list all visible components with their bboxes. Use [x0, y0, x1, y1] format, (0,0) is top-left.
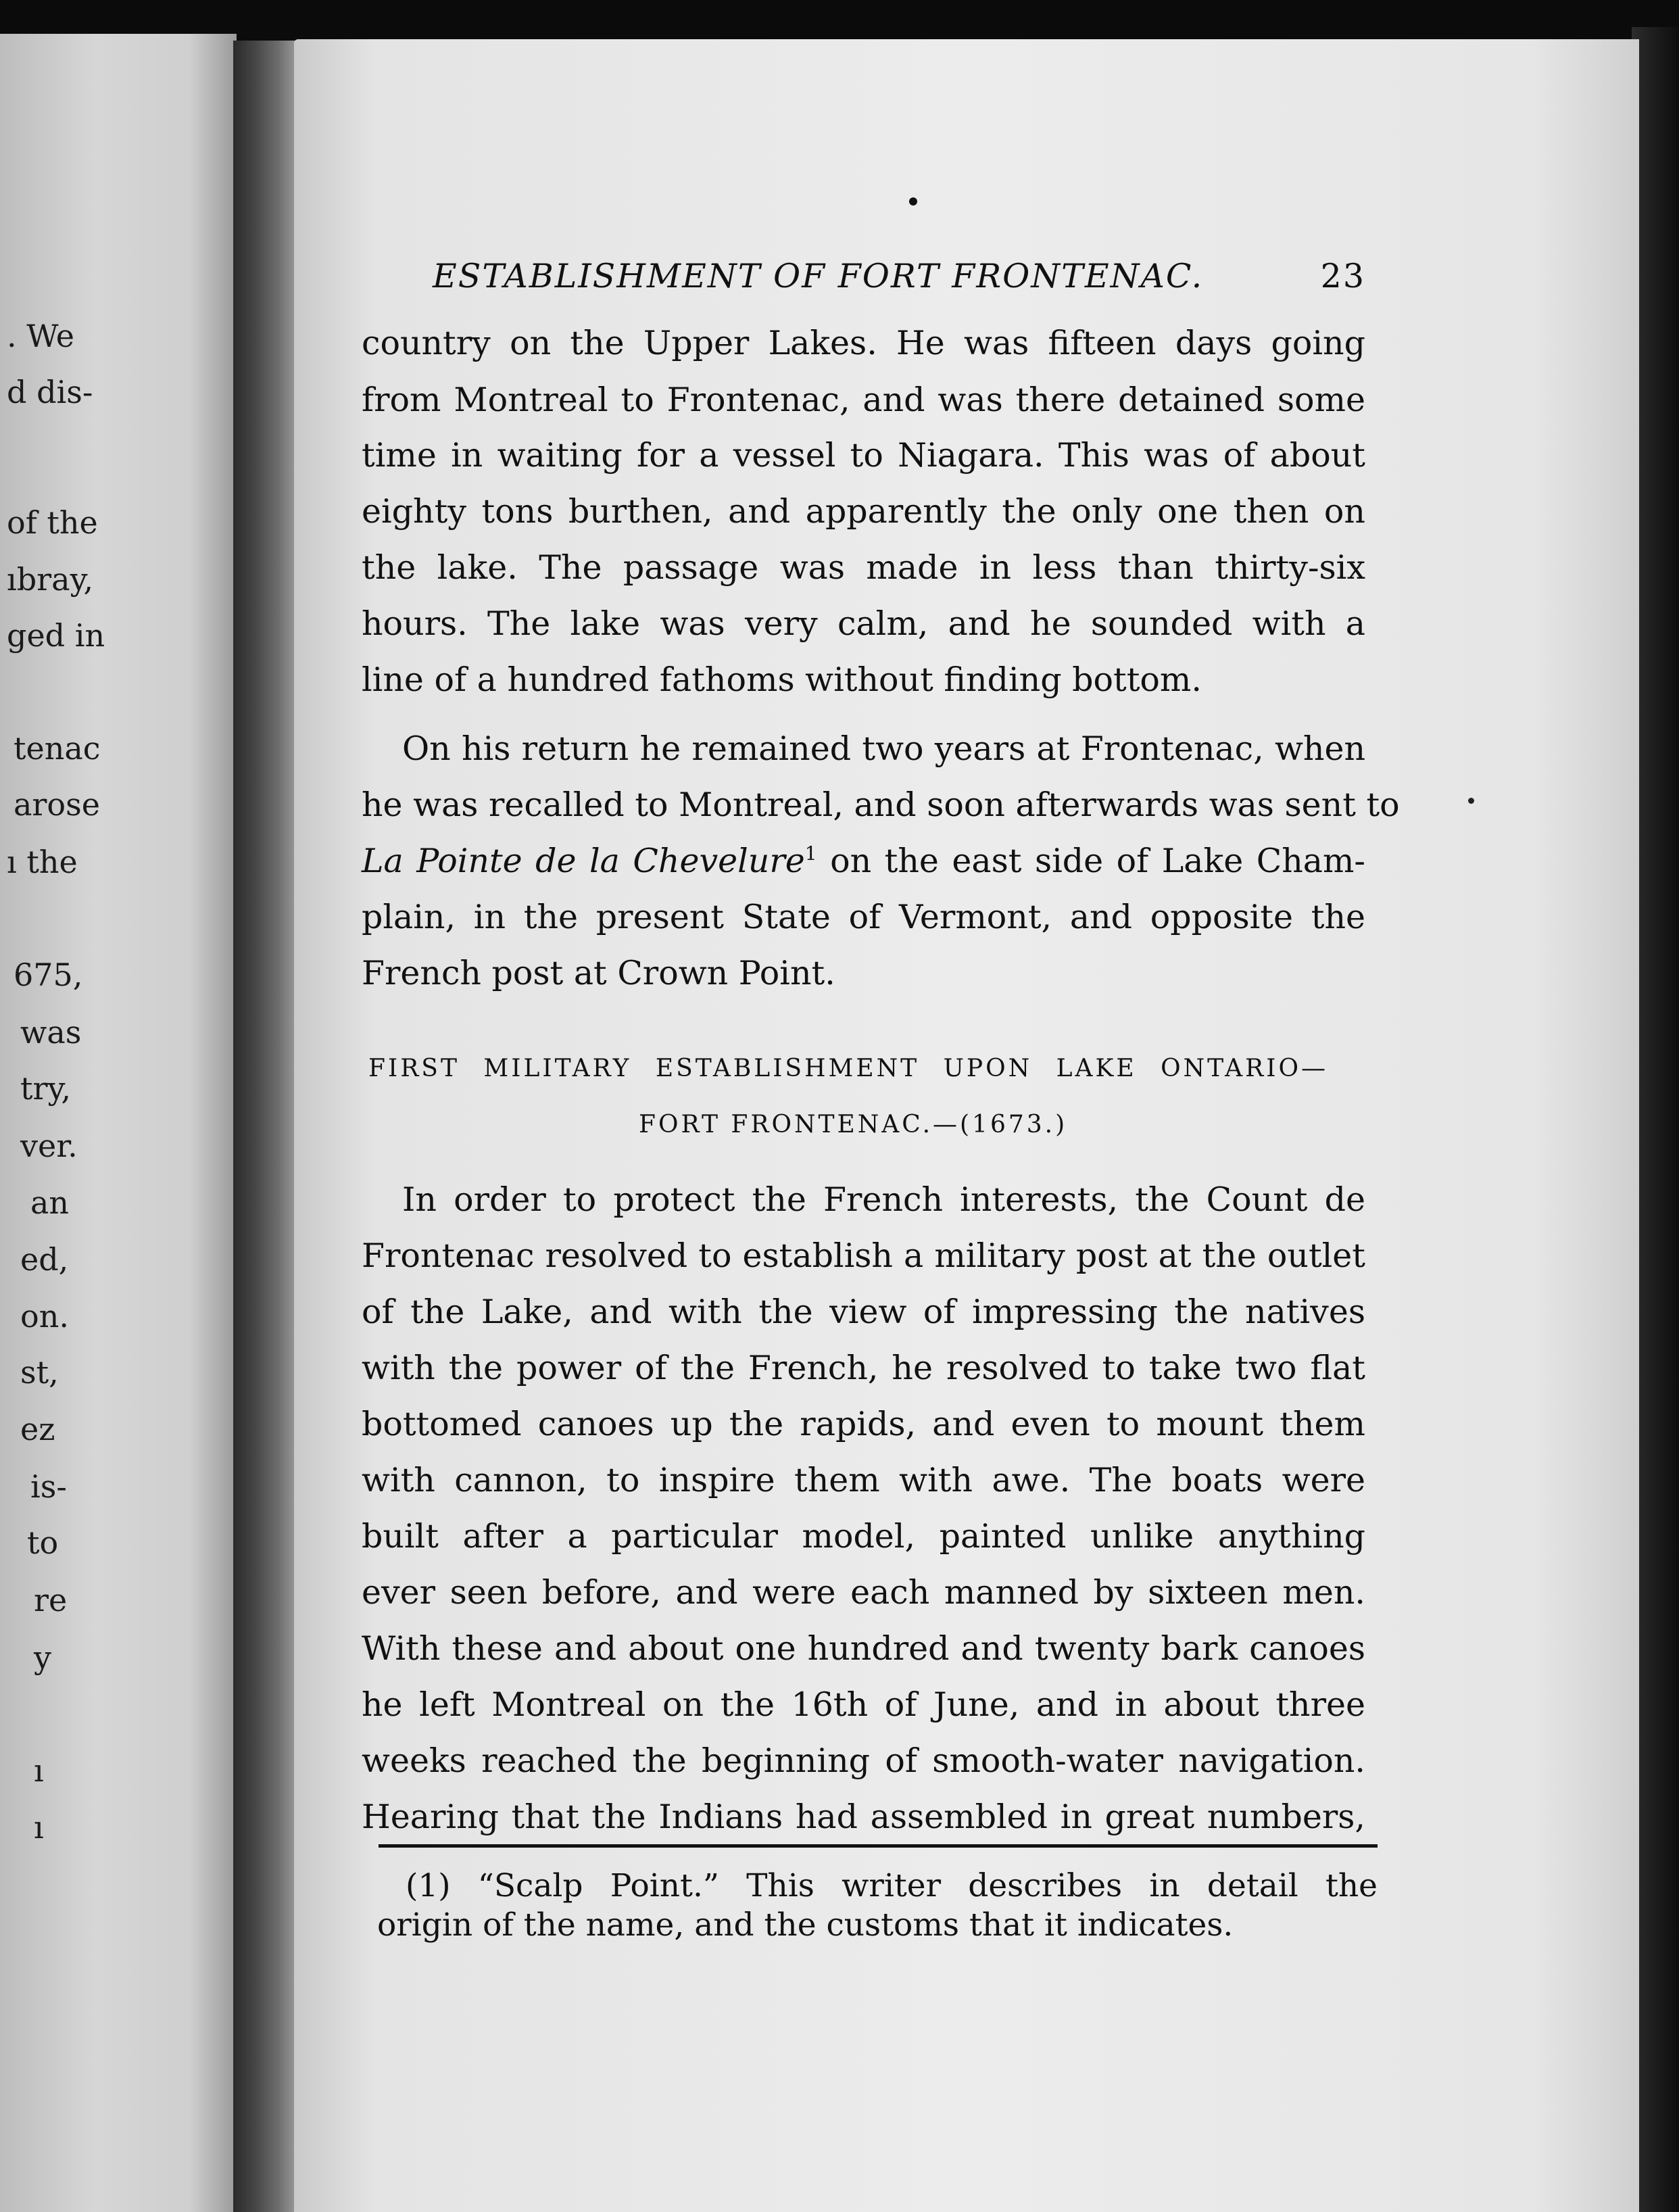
text-line: Frontenac resolved to establish a military post at the outlet: [362, 1236, 1365, 1275]
text-line: eighty tons burthen, and apparently the only one then on: [362, 492, 1365, 531]
left-page-fragment: y: [34, 1639, 51, 1676]
text-line: In order to protect the French interests, the Count de: [402, 1180, 1365, 1219]
text-line: of the Lake, and with the view of impressing the natives: [362, 1293, 1365, 1331]
left-page-fragment: ged in: [7, 617, 105, 654]
text-line: with the power of the French, he resolved to take two flat: [362, 1349, 1365, 1387]
text-line: he left Montreal on the 16th of June, and in about three: [362, 1685, 1365, 1724]
left-page-fragment: try,: [20, 1070, 71, 1107]
left-page-fragment: . We: [7, 318, 74, 354]
text-line: he was recalled to Montreal, and soon afterwards was sent to: [362, 786, 1400, 824]
left-page-fragment: ez: [20, 1411, 55, 1447]
left-page-fragment: ı: [34, 1809, 44, 1846]
place-name: La Pointe de la Chevelure: [362, 842, 805, 880]
left-page-fragment: d dis-: [7, 374, 93, 410]
left-page-fragment: to: [27, 1524, 59, 1561]
text-line: On his return he remained two years at Frontenac, when: [402, 729, 1365, 768]
left-page-fragment: ı: [34, 1752, 44, 1789]
footnote-line: origin of the name, and the customs that it indicates.: [377, 1906, 1234, 1944]
text-span: on the east side of Lake Cham-: [817, 842, 1365, 880]
text-line: time in waiting for a vessel to Niagara. This was of about: [362, 436, 1365, 475]
text-line: [362, 841, 1365, 882]
left-page-fragment: is-: [30, 1468, 67, 1505]
text-line: bottomed canoes up the rapids, and even to mount them: [362, 1405, 1365, 1443]
text-line: plain, in the present State of Vermont, and opposite the: [362, 898, 1365, 936]
left-page-fragment: was: [20, 1014, 82, 1051]
left-page-fragment: re: [34, 1582, 68, 1618]
text-line: line of a hundred fathoms without finding bottom.: [362, 660, 1202, 699]
text-line: Hearing that the Indians had assembled in great numbers,: [362, 1798, 1365, 1836]
left-page-fragment: ı the: [7, 844, 78, 880]
running-head: [433, 257, 1365, 295]
left-page-fragment: on.: [20, 1298, 69, 1335]
text-line: French post at Crown Point.: [362, 954, 835, 992]
text-line: with cannon, to inspire them with awe. The boats were: [362, 1461, 1365, 1499]
footnote-line: (1) “Scalp Point.” This writer describes in detail the: [406, 1867, 1378, 1904]
text-line: hours. The lake was very calm, and he sounded with a: [362, 604, 1365, 643]
page-number: 23: [1320, 257, 1365, 295]
left-page-fragment: of the: [7, 504, 98, 541]
left-page-fragment: st,: [20, 1354, 59, 1391]
text-line: the lake. The passage was made in less than thirty-six: [362, 548, 1365, 587]
text-line: With these and about one hundred and twenty bark canoes: [362, 1629, 1365, 1668]
left-page-fragment: 675,: [14, 957, 83, 993]
text-line: from Montreal to Frontenac, and was there detained some: [362, 381, 1365, 419]
text-line: built after a particular model, painted unlike anything: [362, 1517, 1365, 1556]
section-heading-line1: FIRST MILITARY ESTABLISHMENT UPON LAKE ONTARIO—: [368, 1055, 1328, 1082]
footnote-ref: 1: [804, 842, 817, 865]
left-page-fragment: an: [30, 1184, 70, 1221]
text-line: ever seen before, and were each manned by sixteen men.: [362, 1573, 1365, 1612]
left-page-fragment: tenac: [14, 730, 101, 767]
book-gutter: [233, 41, 297, 2212]
left-page-fragment: arose: [14, 786, 100, 823]
left-page-fragment: ed,: [20, 1241, 69, 1278]
printer-mark: [909, 197, 917, 206]
left-page-fragment: ver.: [20, 1128, 78, 1164]
running-title: ESTABLISHMENT OF FORT FRONTENAC.: [433, 257, 1204, 295]
footnote-rule: [379, 1844, 1378, 1848]
stray-mark: [1468, 798, 1474, 804]
text-line: country on the Upper Lakes. He was fifteen days going: [362, 324, 1365, 362]
text-line: weeks reached the beginning of smooth-water navigation.: [362, 1741, 1365, 1780]
left-facing-page: [0, 34, 237, 2212]
left-page-fragment: ıbray,: [7, 561, 94, 598]
section-heading-line2: FORT FRONTENAC.—(1673.): [639, 1111, 1068, 1138]
